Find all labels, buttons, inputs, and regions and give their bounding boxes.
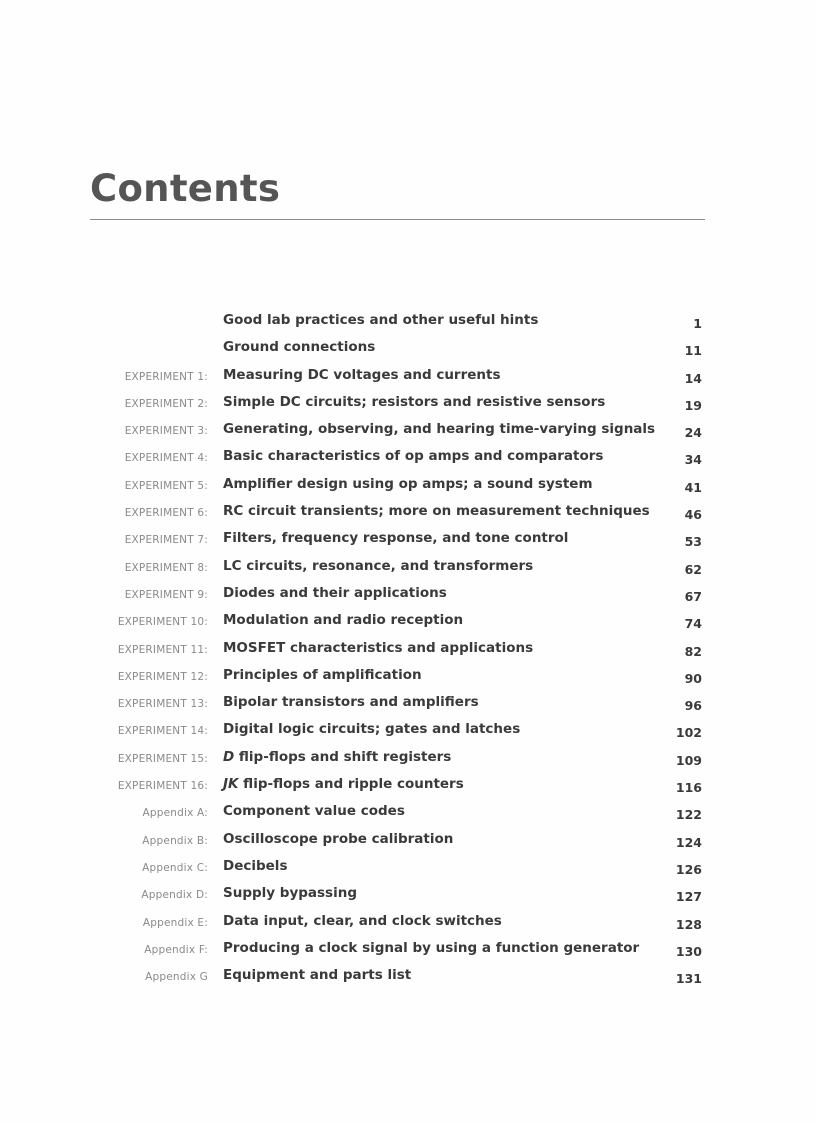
- toc-entry-page: 122: [675, 807, 702, 823]
- toc-entry-label: Appendix C:: [142, 861, 208, 874]
- toc-entry-title[interactable]: [223, 749, 451, 765]
- toc-entry-title[interactable]: LC circuits, resonance, and transformers: [223, 557, 534, 574]
- toc-entry-title[interactable]: Equipment and parts list: [223, 967, 412, 984]
- toc-entry-title-italic: D: [223, 748, 235, 765]
- toc-entry-title[interactable]: Digital logic circuits; gates and latches: [223, 721, 521, 738]
- toc-entry-title[interactable]: Decibels: [223, 857, 288, 874]
- toc-entry-label: EXPERIMENT 14:: [117, 725, 208, 738]
- toc-entry-title[interactable]: Filters, frequency response, and tone control: [223, 530, 569, 547]
- toc-entry[interactable]: [0, 636, 816, 663]
- toc-entry[interactable]: [0, 308, 816, 335]
- toc-entry-title[interactable]: Measuring DC voltages and currents: [223, 366, 501, 383]
- toc-entry-page: 46: [684, 507, 702, 523]
- toc-entry-title[interactable]: Modulation and radio reception: [223, 612, 464, 629]
- table-of-contents: [0, 308, 816, 990]
- toc-entry[interactable]: [0, 963, 816, 990]
- toc-entry-title[interactable]: [223, 776, 464, 792]
- toc-entry-label: EXPERIMENT 9:: [124, 588, 208, 601]
- toc-entry-title[interactable]: Basic characteristics of op amps and comparators: [223, 448, 604, 465]
- toc-entry-page: 102: [675, 725, 702, 741]
- toc-entry[interactable]: [0, 554, 816, 581]
- toc-entry-label: EXPERIMENT 3:: [124, 425, 208, 438]
- toc-entry-label: Appendix G: [145, 971, 208, 984]
- toc-entry[interactable]: [0, 335, 816, 362]
- toc-entry-page: 34: [684, 452, 702, 468]
- toc-entry-page: 126: [675, 861, 702, 877]
- toc-entry-title[interactable]: Oscilloscope probe calibration: [223, 830, 454, 847]
- toc-entry-page: 128: [675, 916, 702, 932]
- toc-entry[interactable]: [0, 499, 816, 526]
- toc-entry[interactable]: [0, 417, 816, 444]
- toc-entry-page: 130: [675, 943, 702, 959]
- toc-entry-title[interactable]: Data input, clear, and clock switches: [223, 912, 502, 929]
- toc-entry[interactable]: [0, 363, 816, 390]
- toc-entry-label: EXPERIMENT 1:: [124, 370, 208, 383]
- toc-entry[interactable]: [0, 608, 816, 635]
- toc-entry[interactable]: [0, 472, 816, 499]
- toc-entry[interactable]: [0, 936, 816, 963]
- toc-entry-label: Appendix B:: [142, 834, 208, 847]
- toc-entry-page: 62: [684, 561, 702, 577]
- toc-entry-title[interactable]: Diodes and their applications: [223, 584, 447, 601]
- toc-entry-page: 53: [684, 534, 702, 550]
- toc-entry-title-text: flip-flops and shift registers: [234, 748, 452, 765]
- toc-entry-page: 116: [675, 780, 702, 796]
- toc-entry-label: EXPERIMENT 6:: [124, 507, 208, 520]
- title-rule: [90, 219, 705, 220]
- toc-entry-title[interactable]: RC circuit transients; more on measurement techniques: [223, 503, 650, 520]
- toc-entry[interactable]: [0, 881, 816, 908]
- toc-entry-page: 109: [675, 752, 702, 768]
- toc-entry-label: EXPERIMENT 5:: [124, 479, 208, 492]
- toc-entry-title-text: flip-flops and ripple counters: [238, 776, 464, 793]
- toc-entry[interactable]: [0, 745, 816, 772]
- toc-entry-label: EXPERIMENT 15:: [117, 752, 208, 765]
- toc-entry-label: Appendix A:: [142, 807, 208, 820]
- toc-entry[interactable]: [0, 444, 816, 471]
- toc-entry-label: EXPERIMENT 11:: [117, 643, 208, 656]
- toc-entry[interactable]: [0, 390, 816, 417]
- toc-entry[interactable]: [0, 909, 816, 936]
- toc-entry-page: 24: [684, 425, 702, 441]
- toc-entry-page: 82: [684, 643, 702, 659]
- toc-entry-page: 14: [684, 370, 702, 386]
- toc-entry[interactable]: [0, 690, 816, 717]
- toc-entry-page: 96: [684, 698, 702, 714]
- toc-entry-page: 11: [684, 343, 702, 359]
- toc-entry[interactable]: [0, 854, 816, 881]
- toc-entry-label: EXPERIMENT 4:: [124, 452, 208, 465]
- toc-entry-label: EXPERIMENT 7:: [124, 534, 208, 547]
- toc-entry[interactable]: [0, 581, 816, 608]
- toc-entry-title[interactable]: Ground connections: [223, 339, 376, 356]
- toc-entry-label: EXPERIMENT 13:: [117, 698, 208, 711]
- toc-entry[interactable]: [0, 717, 816, 744]
- toc-entry-page: 1: [693, 316, 702, 331]
- toc-entry[interactable]: [0, 799, 816, 826]
- toc-entry-title[interactable]: Component value codes: [223, 803, 405, 820]
- page-title: Contents: [90, 167, 281, 210]
- toc-entry-title[interactable]: Bipolar transistors and amplifiers: [223, 694, 479, 711]
- toc-entry-label: Appendix F:: [144, 943, 208, 956]
- toc-entry-page: 41: [684, 479, 702, 495]
- toc-entry[interactable]: [0, 663, 816, 690]
- toc-entry-title[interactable]: Good lab practices and other useful hints: [223, 312, 539, 328]
- toc-entry[interactable]: [0, 526, 816, 553]
- toc-entry-title[interactable]: Amplifier design using op amps; a sound system: [223, 475, 593, 492]
- toc-entry-title[interactable]: Principles of amplification: [223, 666, 422, 683]
- toc-entry-page: 67: [684, 588, 702, 604]
- toc-entry-label: Appendix D:: [141, 889, 208, 902]
- toc-entry-title[interactable]: Simple DC circuits; resistors and resistive sensors: [223, 393, 606, 410]
- toc-entry-title[interactable]: Producing a clock signal by using a function generator: [223, 939, 640, 956]
- toc-entry-label: EXPERIMENT 16:: [117, 780, 208, 793]
- toc-entry-page: 127: [675, 889, 702, 905]
- toc-entry-title[interactable]: Supply bypassing: [223, 885, 357, 902]
- toc-entry[interactable]: [0, 827, 816, 854]
- toc-entry[interactable]: [0, 772, 816, 799]
- toc-entry-page: 124: [675, 834, 702, 850]
- toc-entry-title[interactable]: MOSFET characteristics and applications: [223, 639, 534, 656]
- toc-entry-label: EXPERIMENT 10:: [117, 616, 208, 629]
- toc-entry-title-italic: JK: [223, 776, 239, 793]
- toc-entry-title[interactable]: Generating, observing, and hearing time-varying signals: [223, 421, 656, 438]
- toc-entry-page: 74: [684, 616, 702, 632]
- toc-entry-label: EXPERIMENT 2:: [124, 397, 208, 410]
- toc-entry-label: Appendix E:: [142, 916, 208, 929]
- toc-entry-page: 90: [684, 670, 702, 686]
- toc-entry-page: 19: [684, 397, 702, 413]
- toc-entry-page: 131: [675, 971, 702, 987]
- toc-entry-label: EXPERIMENT 12:: [117, 670, 208, 683]
- toc-entry-label: EXPERIMENT 8:: [124, 561, 208, 574]
